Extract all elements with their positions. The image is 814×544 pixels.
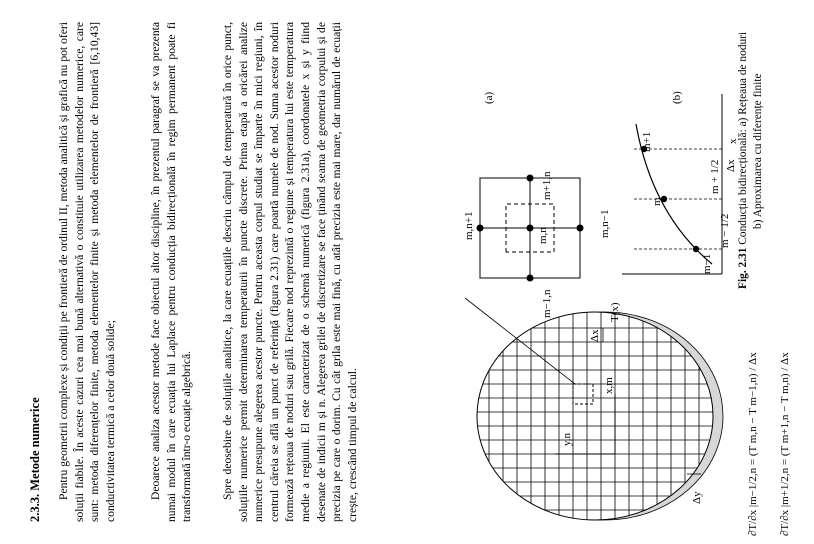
node-right — [527, 175, 534, 182]
caption-line-a: Conducția bidirecțională: a) Rețeaua de noduri — [737, 31, 749, 245]
figure-caption — [736, 4, 766, 289]
label-b-t-axis: T(x) — [609, 302, 621, 322]
label-a-top: m,n+1 — [463, 211, 475, 240]
label-b-m-minus-1: m−1 — [701, 253, 713, 274]
formula-2-rhs: = (T m+1,n − T m,n) / Δx — [779, 352, 791, 466]
paragraph-3-text: Spre deosebire de soluțiile analitice, la care ecuațiile descriu câmpul de temperatură în orice punct, soluțiile numerice permit determinarea temperaturii în puncte discrete. Prima etapă a oricărei analize numerice presupune alegerea acestor puncte. Pentru aceasta corpul studiat se împarte în mici regiuni, în centrul căreia se află un punct de referință (figura 2.31) care poartă numele de nod. Suma acestor noduri formează rețeaua de noduri sau grilă. Fiecare nod reprezintă o regiune și temperatura lui este temperatura medie a regiunii. El este caracterizat de o schemă numerică (figura 2.31a), coordonatele x și y fiind desenate de indicii m și n. Alegerea grilei de discretizare se face ținând seama de geometria corpului și de precizia pe care o dorim. Cu cât grila este mai fină, cu atât precizia este mai mare, dar numărul de ecuații crește, crescând timpul de calcul. — [221, 22, 359, 522]
node-bottom — [577, 225, 584, 232]
node-center — [527, 225, 534, 232]
paragraph-1 — [56, 22, 118, 522]
formula-2 — [778, 352, 794, 536]
label-dx-grid: Δx — [589, 329, 601, 342]
formula-1 — [746, 352, 762, 536]
label-b-m-minus-half: m − 1/2 — [719, 213, 731, 248]
label-a-right: m+1,n — [541, 171, 553, 200]
label-b-m-plus-1: m+1 — [641, 131, 653, 152]
paragraph-3 — [220, 22, 360, 522]
label-origin-yn: y,n — [561, 432, 573, 446]
label-b-tag: (b) — [671, 91, 683, 104]
node-left — [527, 275, 534, 282]
formula-1-rhs: = (T m,n − T m−1,n) / Δx — [747, 352, 759, 466]
paragraph-2 — [148, 22, 195, 522]
b-node-m-minus-1 — [693, 246, 699, 252]
formula-2-lhs: ∂T/∂x |m+1/2,n — [779, 467, 791, 536]
paragraph-1-text: Pentru geometrii complexe și condiții pe frontieră de ordinul II, metoda analitică și grafică nu pot oferi soluții fiabile. În aceste cazuri cea mai bună alternativă o constituie utilizarea metodelor numerice, care sunt: metoda diferențelor finite, metoda elementelor finite și metoda elementelor de frontieră [6,10,43] conductivitatea termică a celor două solide; — [57, 22, 117, 522]
label-b-m: m — [651, 197, 663, 206]
formula-1-lhs: ∂T/∂x |m−1/2,n — [747, 467, 759, 536]
caption-label: Fig. 2.31 — [737, 247, 749, 289]
caption-line-b: b) Aproximarea cu diferențe finite — [752, 73, 764, 229]
section-heading: 2.3.3. Metode numerice — [28, 397, 42, 522]
paragraph-2-text: Deoarece analiza acestor metode face obiectul altor discipline, în prezentul paragraf se va prezenta numai modul în care ecuația lui Laplace pentru conducția bidirecțională în regim permanent poate fi transformată într-o ecuație algebrică. — [149, 22, 194, 522]
body-outline — [477, 312, 713, 520]
label-node-xm: x,m — [603, 377, 615, 394]
node-stencil-figure — [460, 156, 610, 296]
label-b-m-plus-half: m + 1/2 — [709, 159, 721, 194]
label-a-center: m,n — [537, 227, 549, 244]
label-a-left: m−1,n — [541, 289, 553, 318]
label-b-dx: Δx — [725, 159, 737, 172]
label-a-tag: (a) — [483, 91, 495, 104]
label-b-x-axis: x — [727, 138, 739, 144]
label-dy-grid: Δy — [691, 491, 703, 504]
label-a-bottom: m,n−1 — [599, 209, 611, 238]
